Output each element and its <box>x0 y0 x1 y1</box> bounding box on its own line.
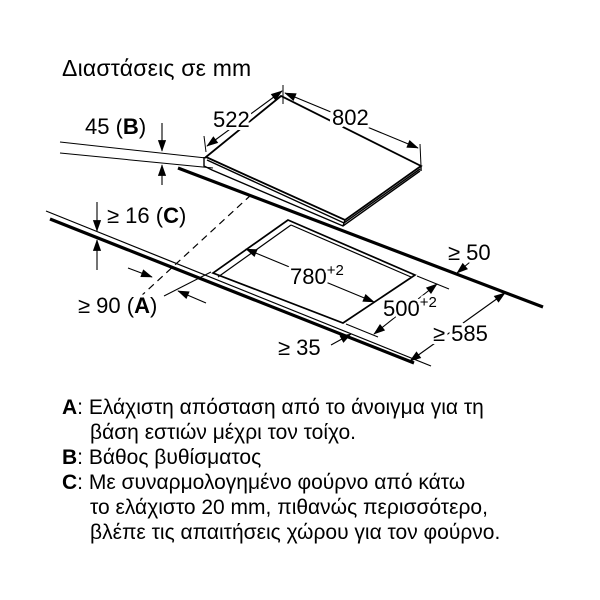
note-a-colon: : <box>77 396 89 419</box>
note-c-text-line2: το ελάχιστο 20 mm, πιθανώς περισσότερο, <box>90 496 488 519</box>
label-rear-clearance: ≥ 50 <box>448 240 491 265</box>
right-corner-tick <box>420 144 421 166</box>
note-b-colon: : <box>77 446 89 469</box>
dim-arrow-90-left <box>128 268 152 277</box>
note-b-text-line1: Βάθος βυθίσματος <box>88 446 262 469</box>
label-worktop-depth: ≥ 585 <box>433 321 488 346</box>
note-a-text-line1: Ελάχιστη απόσταση από το άνοιγμα για τη <box>88 396 484 419</box>
label-wall-clearance: ≥ 90 (A) <box>78 293 158 318</box>
note-c-text-line1: Με συναρμολογημένο φούρνο από κάτω <box>88 471 466 494</box>
worktop-front-edge <box>50 219 414 363</box>
note-c-text-line3: βλέπε τις απαιτήσεις χώρου για τον φούρνο. <box>90 521 501 544</box>
note-c-colon: : <box>77 471 89 494</box>
dim-arrow-90-right <box>178 291 206 303</box>
diagram-title: Διαστάσεις σε mm <box>62 55 252 81</box>
note-a-letter: A <box>62 396 78 419</box>
cutout-bottom-extension <box>346 324 378 337</box>
legend-notes <box>62 395 552 545</box>
note-b-letter: B <box>62 446 78 469</box>
cutout-left-extension <box>164 272 211 296</box>
label-hob-depth: 522 <box>213 107 250 132</box>
note-c <box>62 470 552 545</box>
label-front-clearance: ≥ 35 <box>278 335 321 360</box>
label-cutout-width: $780^{+2}$ <box>290 262 344 289</box>
note-a <box>62 395 552 445</box>
cutout-inner-edge-left <box>218 225 291 277</box>
label-worktop-thickness: ≥ 16 (C) <box>107 203 187 228</box>
label-hob-width: 802 <box>332 105 369 130</box>
label-recess-depth: 45 (B) <box>85 114 147 139</box>
recess-extension-bottom <box>60 153 213 168</box>
note-a-text-line2: βάση εστιών μέχρι τον τοίχο. <box>90 421 356 444</box>
left-corner-tick <box>204 136 206 152</box>
worktop-front-bottom-edge <box>46 211 431 366</box>
note-b <box>62 445 552 470</box>
label-cutout-depth: $500^{+2}$ <box>383 294 437 321</box>
note-c-letter: C <box>62 471 78 494</box>
